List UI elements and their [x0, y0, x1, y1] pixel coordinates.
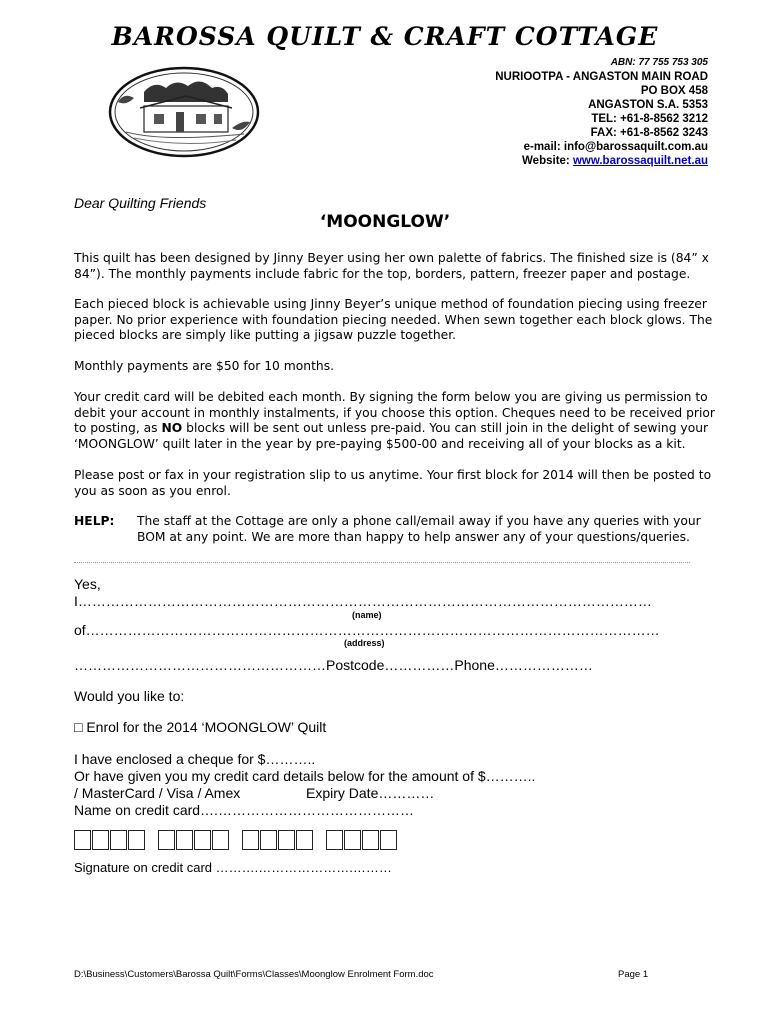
- paragraph-4-part-c: blocks will be sent out unless pre-paid. You can still join in the delight of sewing your ‘MOONGLOW’ quilt later in the year by pre-paying $500-00 and receiving all of your blocks as a kit.: [74, 421, 709, 451]
- footer-path: D:\Business\Customers\Barossa Quilt\Forms\Classes\Moonglow Enrolment Form.doc: [74, 969, 434, 980]
- paragraph-5: Please post or fax in your registration slip to us anytime. Your first block for 2014 will then be posted to you as soon as you enrol.: [74, 468, 712, 498]
- email: e-mail: info@barossaquilt.com.au: [523, 141, 708, 153]
- paragraph-1: This quilt has been designed by Jinny Beyer using her own palette of fabrics. The finished size is (84” x 84”). The monthly payments include fabric for the top, borders, pattern, freezer paper and postage.: [74, 251, 709, 281]
- address-line-1: NURIOOTPA - ANGASTON MAIN ROAD: [495, 71, 708, 83]
- name-caption: (name): [352, 610, 382, 620]
- paragraph-2: Each pieced block is achievable using Jinny Beyer’s unique method of foundation piecing using freezer paper. No prior experience with foundation piecing needed. When sewn together each block glows. The pieced blocks are simply like putting a jigsaw puzzle together.: [74, 297, 713, 343]
- card-group-4: [326, 830, 398, 854]
- fax: FAX: +61-8-8562 3243: [590, 127, 708, 139]
- website-link[interactable]: www.barossaquilt.net.au: [572, 155, 708, 167]
- address-line-2: PO BOX 458: [640, 85, 708, 97]
- abn: ABN: 77 755 753 305: [610, 57, 708, 68]
- quilt-heading: ‘MOONGLOW’: [319, 212, 451, 232]
- address-caption: (address): [344, 638, 385, 648]
- website-label: Website:: [522, 155, 573, 167]
- card-types: / MasterCard / Visa / Amex: [74, 785, 241, 801]
- would-like-label: Would you like to:: [74, 688, 185, 704]
- telephone: TEL: +61-8-8562 3212: [591, 113, 708, 125]
- greeting: Dear Quilting Friends: [74, 195, 207, 211]
- address-line-3: ANGASTON S.A. 5353: [588, 99, 708, 111]
- card-group-1: [74, 830, 146, 854]
- name-field[interactable]: I……………………………………………………………………………………………………………: [74, 593, 652, 609]
- help-label: HELP:: [74, 514, 115, 528]
- address-field[interactable]: of……………………………………………………………………………………………………………: [74, 622, 660, 638]
- cottage-logo: [104, 62, 264, 162]
- paragraph-4-emphasis: NO: [161, 421, 183, 436]
- divider: [74, 562, 690, 563]
- paragraph-3: Monthly payments are $50 for 10 months.: [74, 359, 335, 373]
- signature-field[interactable]: Signature on credit card ……….………………….………: [74, 860, 392, 875]
- help-text: The staff at the Cottage are only a phone call/email away if you have any queries with your BOM at any point. We are more than happy to help answer any of your questions/queries.: [137, 514, 701, 544]
- enrol-checkbox[interactable]: □ Enrol for the 2014 ‘MOONGLOW’ Quilt: [74, 719, 327, 735]
- postcode-phone-field[interactable]: ………………………………………………Postcode……………Phone…………………: [74, 657, 593, 673]
- page-number: Page 1: [618, 969, 649, 980]
- paragraph-4-part-a: Your credit card will be debited each month. By signing the form below you are giving us permission to debit your account in monthly instalments, if you choose this option. Cheques need to be received prior to posting, as: [74, 390, 715, 436]
- paragraph-4: [74, 390, 724, 452]
- credit-amount-field[interactable]: Or have given you my credit card details below for the amount of $………..: [74, 768, 536, 784]
- address-block: [495, 56, 708, 168]
- yes-label: Yes,: [74, 576, 101, 592]
- cheque-amount-field[interactable]: I have enclosed a cheque for $………..: [74, 751, 316, 767]
- expiry-date-field[interactable]: Expiry Date…………: [306, 785, 435, 801]
- card-number-boxes[interactable]: [74, 830, 410, 854]
- business-name: BAROSSA QUILT & CRAFT COTTAGE: [111, 22, 659, 51]
- card-group-3: [242, 830, 314, 854]
- website-row: [495, 154, 708, 168]
- card-group-2: [158, 830, 230, 854]
- name-on-card-field[interactable]: Name on credit card….……………………………………: [74, 802, 414, 818]
